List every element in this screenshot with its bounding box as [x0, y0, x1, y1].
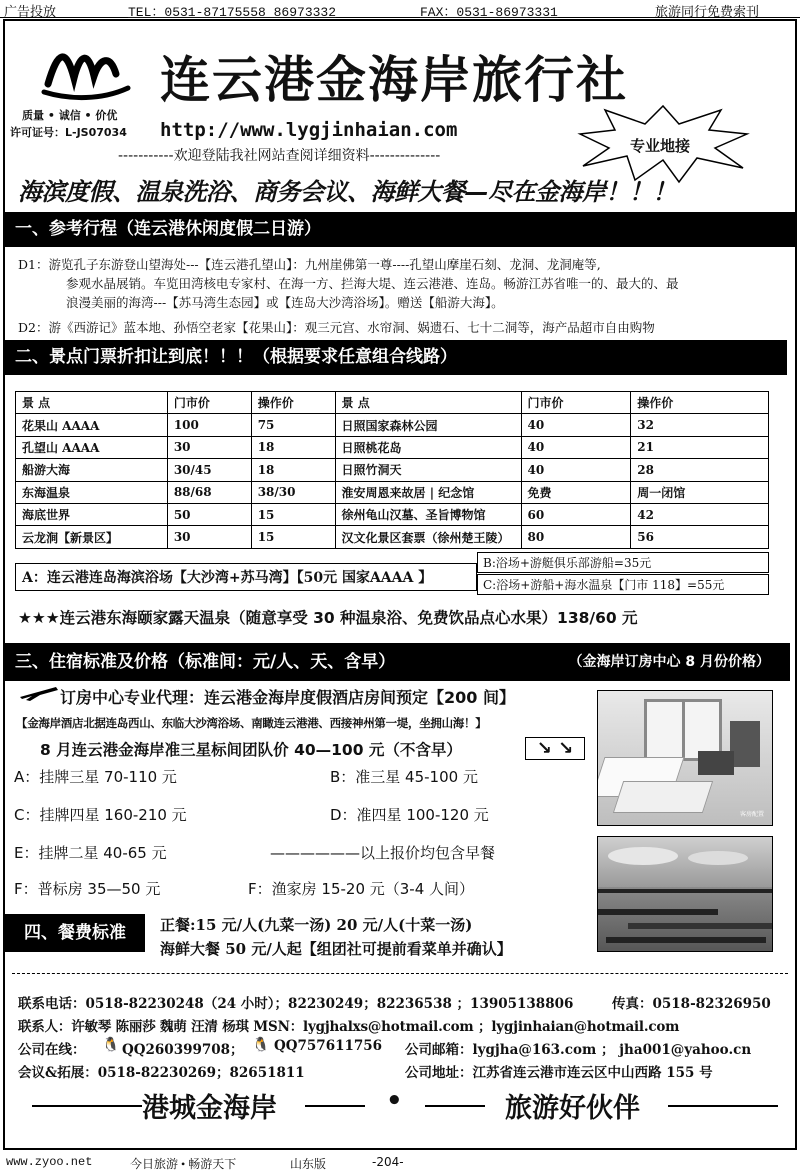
license-number: 许可证号：L-JS07034	[10, 126, 127, 139]
section-meal-title: 四、餐费标准	[5, 914, 145, 952]
lodging-title-right: （金海岸订房中心 8 月份价格）	[568, 654, 770, 670]
price-f-fisher: F：渔家房 15-20 元（3-4 人间）	[248, 880, 475, 898]
section-tickets-title: 二、景点门票折扣让到底！！！（根据要求任意组合线路）	[5, 340, 787, 375]
table-cell: 日照国家森林公园	[335, 414, 521, 436]
table-cell: 15	[251, 503, 335, 525]
group-price-line: 8 月连云港金海岸准三星标间团队价 40—100 元（不含早）	[40, 741, 462, 759]
qq-number-1[interactable]: QQ260399708；	[122, 1042, 244, 1058]
hotel-room-photo	[597, 690, 773, 826]
motto-rule-mid-left	[305, 1105, 365, 1107]
lodging-title-text: 三、住宿标准及价格（标准间：元/人、天、含早）	[15, 652, 396, 672]
price-d: D：准四星 100-120 元	[330, 806, 489, 824]
table-cell: 免费	[521, 481, 631, 503]
dashed-divider	[12, 973, 788, 974]
table-row	[16, 526, 769, 548]
company-email: 公司邮箱：lygjha@163.com ； jha001@yahoo.cn	[405, 1042, 752, 1058]
local-reception-badge: 专业地接	[629, 137, 690, 155]
motto-rule-right	[668, 1105, 778, 1107]
airplane-icon	[18, 683, 60, 703]
arrow-down-right-icon: ↘ ↘	[525, 737, 585, 760]
contact-fax: 传真：0518-82326950	[612, 996, 771, 1012]
footer-edition: 山东版	[290, 1157, 327, 1171]
table-header: 操作价	[631, 392, 769, 414]
table-cell: 40	[521, 436, 631, 458]
table-cell: 30/45	[167, 459, 251, 481]
ad-fax: FAX：0531-86973331	[420, 5, 558, 20]
company-title: 连云港金海岸旅行社	[160, 50, 628, 109]
table-cell: 孔望山 AAAA	[16, 436, 168, 458]
price-e: E：挂牌二星 40-65 元	[14, 844, 167, 862]
meeting-phone: 会议&拓展：0518-82230269；82651811	[18, 1065, 305, 1081]
table-cell: 东海温泉	[16, 481, 168, 503]
meal-price-line1: 正餐:15 元/人(九菜一汤) 20 元/人(十菜一汤)	[160, 916, 473, 934]
motto-rule-mid-right	[425, 1105, 485, 1107]
table-cell: 日照桃花岛	[335, 436, 521, 458]
contact-people: 联系人：许敏琴 陈丽莎 魏萌 汪清 杨琪 MSN：lygjhalxs@hotmail.com ；lygjinhaian@hotmail.com	[18, 1019, 680, 1035]
table-cell: 28	[631, 459, 769, 481]
price-e-note: ——————以上报价均包含早餐	[270, 844, 496, 862]
itinerary-day1-line3: 浪漫美丽的海湾---【苏马湾生态园】或【连岛大沙湾浴场】。赠送【船游大海】。	[66, 295, 504, 310]
table-cell: 云龙涧【新景区】	[16, 526, 168, 548]
table-cell: 32	[631, 414, 769, 436]
ticket-price-table	[15, 391, 769, 549]
website-note: -----------欢迎登陆我社网站查阅详细资料--------------	[118, 148, 441, 164]
table-cell: 花果山 AAAA	[16, 414, 168, 436]
table-header: 门市价	[167, 392, 251, 414]
table-cell: 船游大海	[16, 459, 168, 481]
motto-right: 旅游好伙伴	[505, 1093, 640, 1124]
price-b: B：准三星 45-100 元	[330, 768, 478, 786]
table-cell: 徐州龟山汉墓、圣旨博物馆	[335, 503, 521, 525]
qq-penguin-icon: 🐧	[102, 1037, 120, 1053]
table-cell: 100	[167, 414, 251, 436]
table-cell: 淮安周恩来故居 | 纪念馆	[335, 481, 521, 503]
booking-agent-line: 订房中心专业代理：连云港金海岸度假酒店房间预定【200 间】	[60, 688, 515, 707]
table-cell: 18	[251, 459, 335, 481]
qq-number-2[interactable]: QQ757611756	[274, 1038, 383, 1054]
table-cell: 周一闭馆	[631, 481, 769, 503]
itinerary-day2: D2：游《西游记》蓝本地、孙悟空老家【花果山】：观三元宫、水帘洞、娲遗石、七十二洞等，海产品超市自由购物	[18, 320, 655, 335]
price-c: C：挂牌四星 160-210 元	[14, 806, 187, 824]
table-cell: 30	[167, 436, 251, 458]
table-cell: 18	[251, 436, 335, 458]
company-address: 公司地址：江苏省连云港市连云区中山西路 155 号	[405, 1065, 713, 1081]
table-header-row	[16, 392, 769, 414]
table-header: 景 点	[335, 392, 521, 414]
online-label: 公司在线：	[18, 1042, 86, 1058]
itinerary-day1-line2: 参观水晶展销。车览田湾核电专家村、在海一方、拦海大堤、连云港港、连岛。畅游江苏省唯一的、最大的、最	[66, 276, 679, 291]
combo-c-box: C:浴场+游船+海水温泉【门市 118】=55元	[477, 574, 769, 595]
table-cell: 56	[631, 526, 769, 548]
seaside-photo	[597, 836, 773, 952]
combo-b-box: B:浴场+游艇俱乐部游船=35元	[477, 552, 769, 573]
website-link[interactable]: http://www.lygjinhaian.com	[160, 119, 458, 141]
table-cell: 30	[167, 526, 251, 548]
tagline: 海滨度假、温泉洗浴、商务会议、海鲜大餐—尽在金海岸！！！	[18, 178, 676, 206]
ad-label: 广告投放	[4, 5, 57, 20]
price-a: A：挂牌三星 70-110 元	[14, 768, 177, 786]
footer-site[interactable]: www.zyoo.net	[6, 1155, 93, 1169]
contact-phone: 联系电话：0518-82230248（24 小时）；82230249；82236538 ；13905138806	[18, 996, 574, 1012]
photo-caption: 客房配置	[740, 811, 765, 818]
table-row	[16, 459, 769, 481]
table-cell: 80	[521, 526, 631, 548]
table-row	[16, 436, 769, 458]
section-lodging-title	[5, 643, 790, 681]
itinerary-day1	[18, 255, 788, 312]
page-number: -204-	[372, 1155, 404, 1169]
table-cell: 42	[631, 503, 769, 525]
meal-price-line2: 海鲜大餐 50 元/人起【组团社可提前看菜单并确认】	[160, 940, 512, 958]
table-cell: 60	[521, 503, 631, 525]
table-cell: 88/68	[167, 481, 251, 503]
price-f-standard: F：普标房 35—50 元	[14, 880, 161, 898]
hotel-location-info: 【金海岸酒店北据连岛西山、东临大沙湾浴场、南瞰连云港港、西接神州第一堤，坐拥山海！】	[16, 716, 487, 730]
table-cell: 海底世界	[16, 503, 168, 525]
ad-tel: TEL：0531-87175558 86973332	[128, 5, 337, 20]
table-cell: 40	[521, 414, 631, 436]
table-cell: 汉文化景区套票（徐州楚王陵）	[335, 526, 521, 548]
motto-dot: •	[386, 1086, 403, 1116]
motto-rule-left	[32, 1105, 142, 1107]
table-cell: 15	[251, 526, 335, 548]
combo-a-box: A：连云港连岛海滨浴场【大沙湾+苏马湾】【50元 国家AAAA 】	[15, 563, 477, 591]
table-cell: 50	[167, 503, 251, 525]
table-row	[16, 481, 769, 503]
motto-left: 港城金海岸	[142, 1093, 277, 1124]
slogan: 质量 • 诚信 • 价优	[22, 109, 118, 122]
section-itinerary-title: 一、参考行程（连云港休闲度假二日游）	[5, 212, 795, 247]
top-bar	[0, 0, 800, 18]
table-cell: 38/30	[251, 481, 335, 503]
company-logo-icon	[40, 40, 132, 102]
hot-spring-offer: ★★★连云港东海颐家露天温泉（随意享受 30 种温泉浴、免费饮品点心水果）138/60 元	[18, 609, 638, 627]
footer-publication: 今日旅游 • 畅游天下	[130, 1157, 237, 1171]
table-row	[16, 503, 769, 525]
itinerary-day1-line1: D1：游览孔子东游登山望海处---【连云港孔望山】：九州崖佛第一尊----孔望山摩崖石刻、龙洞、龙洞庵等,	[18, 257, 601, 272]
table-cell: 40	[521, 459, 631, 481]
table-cell: 21	[631, 436, 769, 458]
table-cell: 日照竹洞天	[335, 459, 521, 481]
qq-penguin-icon: 🐧	[252, 1037, 270, 1053]
free-copy-label: 旅游同行免费索刊	[655, 5, 760, 20]
table-header: 操作价	[251, 392, 335, 414]
table-cell: 75	[251, 414, 335, 436]
table-row	[16, 414, 769, 436]
table-header: 门市价	[521, 392, 631, 414]
page-footer	[0, 1152, 800, 1172]
table-header: 景 点	[16, 392, 168, 414]
